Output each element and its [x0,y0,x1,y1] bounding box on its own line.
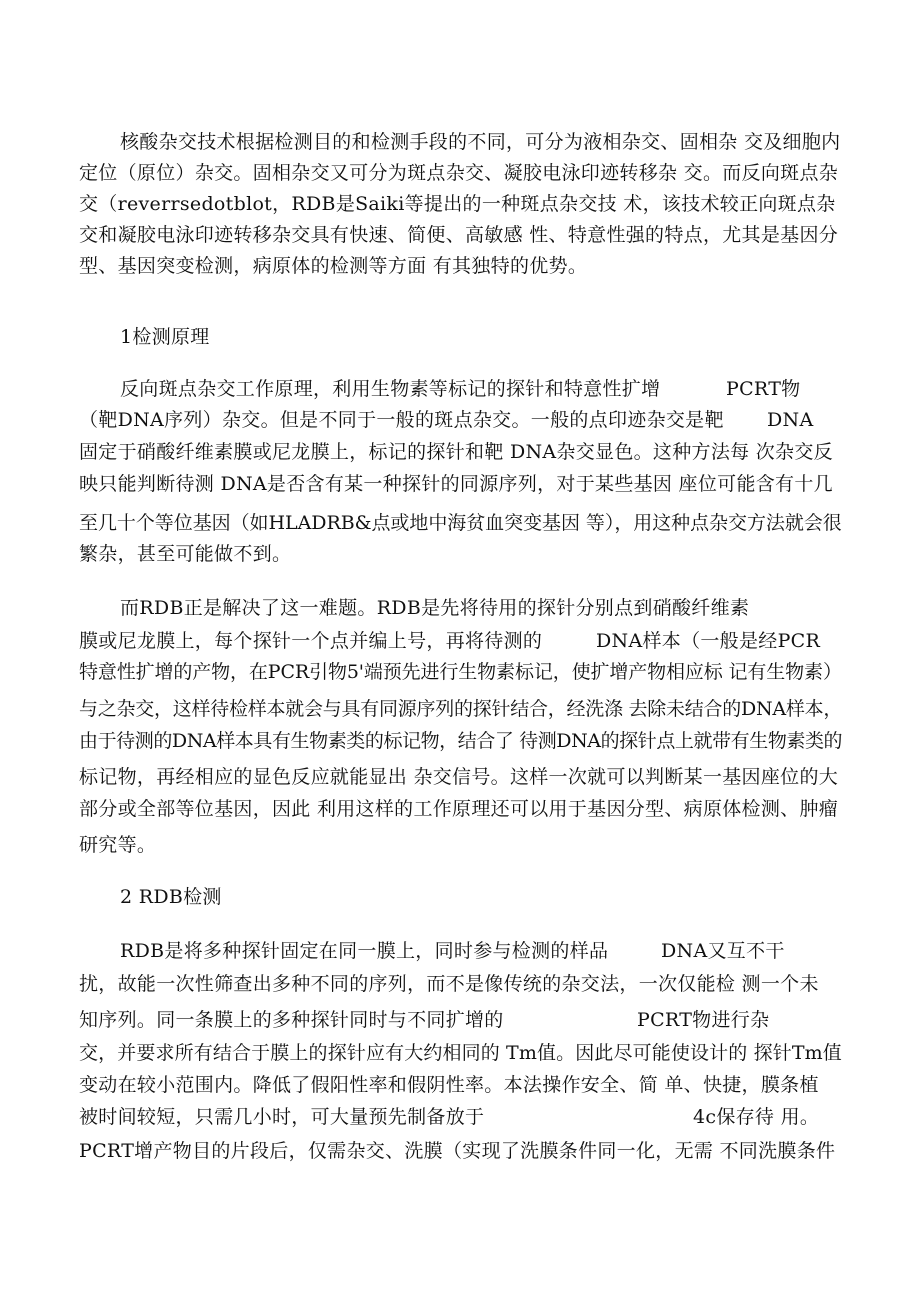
section-heading-1: 1检测原理 [120,326,210,348]
text-line: 扰，故能一次性筛查出多种不同的序列，而不是像传统的杂交法，一次仅能检 测一个未 [79,973,819,995]
text-line: RDB是将多种探针固定在同一膜上，同时参与检测的样品 [120,940,609,962]
text-line: PCRT物进行杂 [637,1009,770,1031]
text-line: 交（reverrsedotblot，RDB是Saiki等提出的一种斑点杂交技 术，该技术较正向斑点杂 [79,193,836,215]
text-line: 与之杂交，这样待检样本就会与具有同源序列的探针结合，经洗涤 去除未结合的DNA样本， [79,698,843,720]
text-line: 标记物，再经相应的显色反应就能显出 杂交信号。这样一次就可以判断某一基因座位的大 [79,766,839,788]
text-line: 知序列。同一条膜上的多种探针同时与不同扩增的 [79,1009,504,1031]
text-line: DNA又互不干 [661,940,785,962]
text-line: 反向斑点杂交工作原理，利用生物素等标记的探针和特意性扩增 [120,378,661,400]
text-line: 特意性扩增的产物，在PCR引物5'端预先进行生物素标记，使扩增产物相应标 记有生物素） [79,661,842,683]
text-line: 核酸杂交技术根据检测目的和检测手段的不同，可分为液相杂交、固相杂 交及细胞内 [120,131,841,153]
text-line: 交和凝胶电泳印迹转移杂交具有快速、简便、高敏感 性、特意性强的特点，尤其是基因分 [79,224,839,246]
text-line: 被时间较短，只需几小时，可大量预先制备放于 [79,1106,485,1128]
text-line: DNA样本（一般是经PCR [596,630,821,652]
section-heading-2: 2 RDB检测 [120,886,222,908]
text-line: 固定于硝酸纤维素膜或尼龙膜上，标记的探针和靶 DNA杂交显色。这种方法每 次杂交反 [79,441,833,463]
text-line: PCRT物 [726,378,801,400]
text-line: 由于待测的DNA样本具有生物素类的标记物，结合了 待测DNA的探针点上就带有生物素类的 [79,730,843,752]
text-line: 研究等。 [79,834,157,856]
text-line: 交，并要求所有结合于膜上的探针应有大约相同的 Tm值。因此尽可能使设计的 探针Tm值 [79,1042,842,1064]
text-line: 繁杂，甚至可能做不到。 [79,543,292,565]
text-line: 定位（原位）杂交。固相杂交又可分为斑点杂交、凝胶电泳印迹转移杂 交。而反向斑点杂 [79,162,839,184]
text-line: DNA [767,409,814,431]
text-line: 部分或全部等位基因，因此 利用这样的工作原理还可以用于基因分型、病原体检测、肿瘤 [79,798,839,820]
text-line: 映只能判断待测 DNA是否含有某一种探针的同源序列，对于某些基因 座位可能含有十几 [79,473,833,495]
text-line: （靶DNA序列）杂交。但是不同于一般的斑点杂交。一般的点印迹杂交是靶 [79,409,724,431]
text-line: 而RDB正是解决了这一难题。RDB是先将待用的探针分别点到硝酸纤维素 [120,597,750,619]
text-line: 变动在较小范围内。降低了假阳性率和假阴性率。本法操作安全、简 单、快捷，膜条植 [79,1074,819,1096]
text-line: 4c保存待 用。 [693,1106,820,1128]
text-line: 型、基因突变检测，病原体的检测等方面 有其独特的优势。 [79,255,588,277]
text-line: 膜或尼龙膜上，每个探针一个点并编上号，再将待测的 [79,630,543,652]
text-line: 至几十个等位基因（如HLADRB&点或地中海贫血突变基因 等），用这种点杂交方法就会很 [79,512,842,534]
text-line: PCRT增产物目的片段后，仅需杂交、洗膜（实现了洗膜条件同一化，无需 不同洗膜条件 [79,1140,836,1162]
